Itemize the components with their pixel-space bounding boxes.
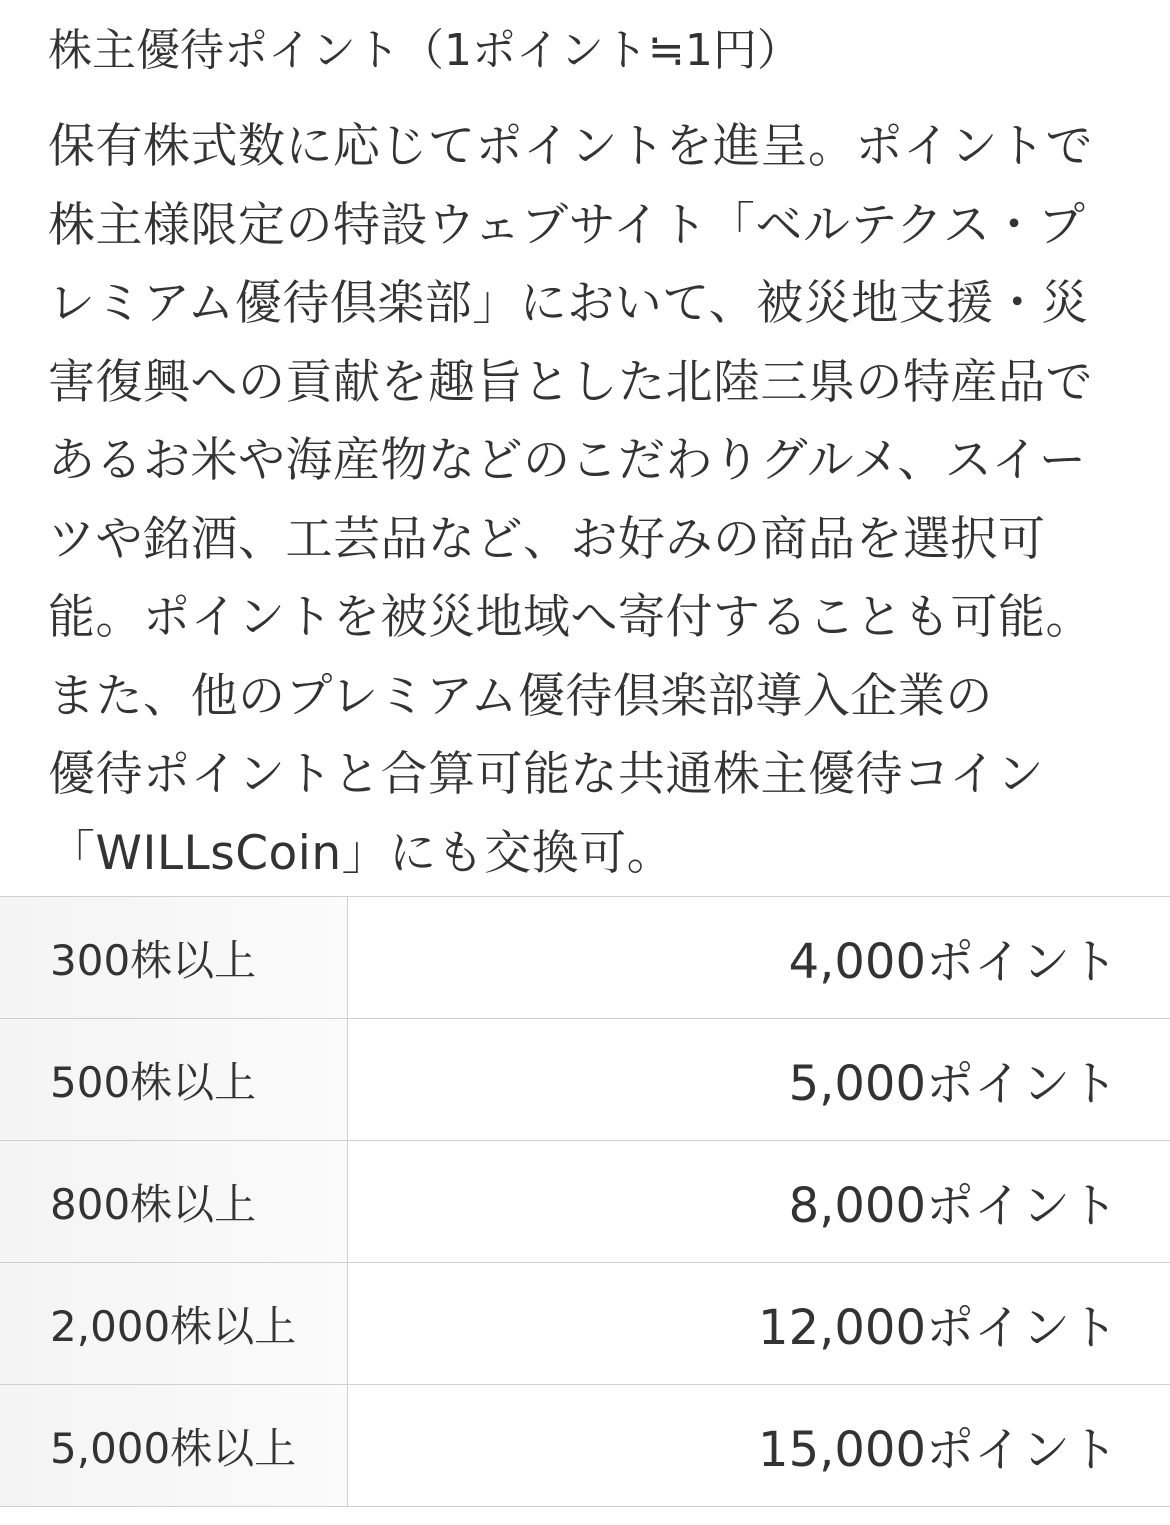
shares-cell: 500株以上 (0, 1019, 348, 1140)
shares-cell: 2,000株以上 (0, 1263, 348, 1384)
description-line: ツや銘酒、工芸品など、お好みの商品を選択可 (48, 511, 1046, 567)
table-row (0, 1141, 1170, 1263)
description-line: 能。ポイントを被災地域へ寄付することも可能。 (48, 590, 1093, 645)
table-row (0, 1385, 1170, 1507)
section-heading: 株主優待ポイント（1ポイント≒1円） (48, 25, 801, 76)
table-row (0, 897, 1170, 1019)
points-table (0, 896, 1170, 1507)
description-line: 株主様限定の特設ウェブサイト「ベルテクス・プ (48, 197, 1086, 253)
description-text (48, 108, 1122, 893)
description-line: あるお米や海産物などのこだわりグルメ、スイー (48, 433, 1087, 488)
description-line: レミアム優待倶楽部」において、被災地支援・災 (48, 276, 1089, 331)
points-cell: 5,000ポイント (348, 1019, 1170, 1140)
description-line: 「WILLsCoin」にも交換可。 (48, 825, 675, 881)
table-row (0, 1263, 1170, 1385)
shares-cell: 800株以上 (0, 1141, 348, 1262)
points-cell: 8,000ポイント (348, 1141, 1170, 1262)
description-line: 害復興への貢献を趣旨とした北陸三県の特産品で (48, 354, 1093, 410)
description-line: また、他のプレミアム優待倶楽部導入企業の (48, 668, 993, 724)
shares-cell: 5,000株以上 (0, 1385, 348, 1506)
description-line: 保有株式数に応じてポイントを進呈。ポイントで (48, 119, 1093, 174)
points-cell: 12,000ポイント (348, 1263, 1170, 1384)
shares-cell: 300株以上 (0, 897, 348, 1018)
points-cell: 4,000ポイント (348, 897, 1170, 1018)
description-line: 優待ポイントと合算可能な共通株主優待コイン (48, 747, 1045, 802)
table-row (0, 1019, 1170, 1141)
points-cell: 15,000ポイント (348, 1385, 1170, 1506)
